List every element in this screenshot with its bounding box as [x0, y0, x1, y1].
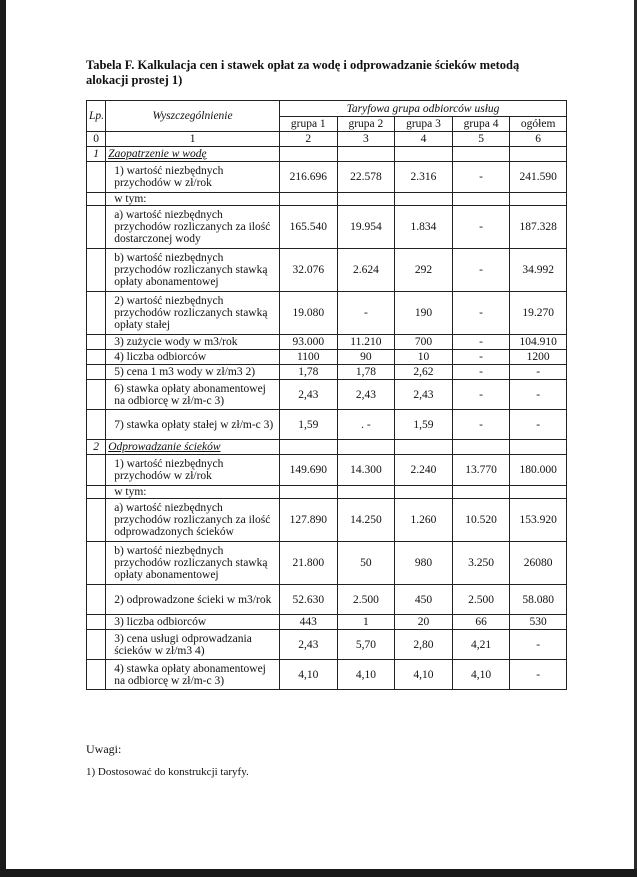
- value-cell: -: [452, 249, 510, 292]
- calculation-table: [86, 100, 567, 690]
- row-label: 4) liczba odbiorców: [106, 350, 280, 365]
- table-row: [87, 630, 567, 660]
- column-number: 6: [510, 132, 567, 147]
- value-cell: -: [510, 660, 567, 690]
- value-cell: 2.500: [337, 585, 395, 615]
- scan-edge-bottom: [0, 869, 637, 877]
- row-label: b) wartość niezbędnych przychodów rozliczanych stawką opłaty abonamentowej: [106, 542, 280, 585]
- row-label: 3) liczba odbiorców: [106, 615, 280, 630]
- value-cell: 13.770: [452, 455, 510, 486]
- value-cell: -: [510, 410, 567, 440]
- value-cell: 10.520: [452, 499, 510, 542]
- empty-cell: [337, 147, 395, 162]
- value-cell: 22.578: [337, 162, 395, 193]
- lp-cell: [87, 542, 106, 585]
- value-cell: 1,78: [337, 365, 395, 380]
- value-cell: 1200: [510, 350, 567, 365]
- value-cell: [395, 486, 453, 499]
- value-cell: 19.270: [510, 292, 567, 335]
- value-cell: -: [452, 380, 510, 410]
- value-cell: 19.954: [337, 206, 395, 249]
- value-cell: 165.540: [279, 206, 337, 249]
- row-label: a) wartość niezbędnych przychodów rozliczanych za ilość odprowadzonych ścieków: [106, 499, 280, 542]
- lp-cell: [87, 380, 106, 410]
- value-cell: 34.992: [510, 249, 567, 292]
- row-label: 1) wartość niezbędnych przychodów w zł/rok: [106, 162, 280, 193]
- header-col: grupa 4: [452, 117, 510, 132]
- value-cell: 19.080: [279, 292, 337, 335]
- value-cell: 216.696: [279, 162, 337, 193]
- value-cell: 1: [337, 615, 395, 630]
- value-cell: -: [452, 206, 510, 249]
- lp-cell: [87, 365, 106, 380]
- table-row: [87, 410, 567, 440]
- value-cell: 292: [395, 249, 453, 292]
- value-cell: 241.590: [510, 162, 567, 193]
- value-cell: 50: [337, 542, 395, 585]
- value-cell: 93.000: [279, 335, 337, 350]
- value-cell: 187.328: [510, 206, 567, 249]
- lp-cell: [87, 410, 106, 440]
- table-row: [87, 542, 567, 585]
- header-lp: Lp.: [87, 101, 106, 132]
- value-cell: 2,43: [337, 380, 395, 410]
- value-cell: 153.920: [510, 499, 567, 542]
- table-row: [87, 249, 567, 292]
- value-cell: 4,10: [279, 660, 337, 690]
- value-cell: 4,10: [337, 660, 395, 690]
- value-cell: -: [452, 350, 510, 365]
- row-label: 2) odprowadzone ścieki w m3/rok: [106, 585, 280, 615]
- empty-cell: [452, 147, 510, 162]
- empty-cell: [337, 440, 395, 455]
- value-cell: [279, 486, 337, 499]
- value-cell: 1.834: [395, 206, 453, 249]
- row-label: 7) stawka opłaty stałej w zł/m-c 3): [106, 410, 280, 440]
- value-cell: -: [452, 162, 510, 193]
- column-number: 3: [337, 132, 395, 147]
- value-cell: -: [452, 365, 510, 380]
- value-cell: 104.910: [510, 335, 567, 350]
- value-cell: 66: [452, 615, 510, 630]
- value-cell: -: [510, 380, 567, 410]
- table-row: [87, 615, 567, 630]
- value-cell: -: [452, 335, 510, 350]
- value-cell: 4,10: [452, 660, 510, 690]
- row-label: w tym:: [106, 193, 280, 206]
- value-cell: 980: [395, 542, 453, 585]
- column-number: 0: [87, 132, 106, 147]
- lp-cell: [87, 350, 106, 365]
- value-cell: 1100: [279, 350, 337, 365]
- row-label: 5) cena 1 m3 wody w zł/m3 2): [106, 365, 280, 380]
- value-cell: 26080: [510, 542, 567, 585]
- value-cell: 10: [395, 350, 453, 365]
- lp-cell: [87, 249, 106, 292]
- value-cell: 2,43: [395, 380, 453, 410]
- table-title: Tabela F. Kalkulacja cen i stawek opłat za wodę i odprowadzanie ścieków metodą alokacji prostej 1): [86, 58, 520, 87]
- value-cell: 2,80: [395, 630, 453, 660]
- column-number: 4: [395, 132, 453, 147]
- lp-cell: [87, 630, 106, 660]
- row-label: 3) cena usługi odprowadzania ścieków w zł/m3 4): [106, 630, 280, 660]
- empty-cell: [279, 147, 337, 162]
- section-header-row: [87, 147, 567, 162]
- table-row: [87, 162, 567, 193]
- table-row: [87, 206, 567, 249]
- value-cell: 149.690: [279, 455, 337, 486]
- value-cell: 14.300: [337, 455, 395, 486]
- lp-cell: [87, 335, 106, 350]
- value-cell: 127.890: [279, 499, 337, 542]
- empty-cell: [395, 440, 453, 455]
- empty-cell: [279, 440, 337, 455]
- value-cell: 5,70: [337, 630, 395, 660]
- value-cell: [279, 193, 337, 206]
- header-col: grupa 2: [337, 117, 395, 132]
- value-cell: 3.250: [452, 542, 510, 585]
- value-cell: 1,59: [395, 410, 453, 440]
- value-cell: -: [337, 292, 395, 335]
- value-cell: 58.080: [510, 585, 567, 615]
- value-cell: 2,62: [395, 365, 453, 380]
- column-number: 2: [279, 132, 337, 147]
- table-row: [87, 486, 567, 499]
- scan-edge-left: [0, 0, 6, 877]
- header-col: grupa 3: [395, 117, 453, 132]
- value-cell: 1.260: [395, 499, 453, 542]
- lp-cell: [87, 455, 106, 486]
- value-cell: 2.316: [395, 162, 453, 193]
- value-cell: -: [510, 365, 567, 380]
- value-cell: 14.250: [337, 499, 395, 542]
- value-cell: 700: [395, 335, 453, 350]
- section-number: 1: [87, 147, 106, 162]
- lp-cell: [87, 193, 106, 206]
- table-row: [87, 292, 567, 335]
- note-item: 1) Dostosować do konstrukcji taryfy.: [86, 766, 249, 778]
- column-number: 5: [452, 132, 510, 147]
- row-label: w tym:: [106, 486, 280, 499]
- header-description: Wyszczególnienie: [106, 101, 280, 132]
- value-cell: 4,10: [395, 660, 453, 690]
- value-cell: -: [452, 292, 510, 335]
- table-row: [87, 193, 567, 206]
- value-cell: 32.076: [279, 249, 337, 292]
- table-row: [87, 585, 567, 615]
- header-group: Taryfowa grupa odbiorców usług: [279, 101, 566, 117]
- table-row: [87, 380, 567, 410]
- value-cell: 180.000: [510, 455, 567, 486]
- lp-cell: [87, 615, 106, 630]
- row-label: 4) stawka opłaty abonamentowej na odbiorcę w zł/m-c 3): [106, 660, 280, 690]
- header-col: grupa 1: [279, 117, 337, 132]
- value-cell: 4,21: [452, 630, 510, 660]
- row-label: 3) zużycie wody w m3/rok: [106, 335, 280, 350]
- value-cell: 90: [337, 350, 395, 365]
- value-cell: [510, 193, 567, 206]
- lp-cell: [87, 486, 106, 499]
- notes-heading: Uwagi:: [86, 742, 122, 756]
- value-cell: [452, 193, 510, 206]
- row-label: 1) wartość niezbędnych przychodów w zł/rok: [106, 455, 280, 486]
- section-title: Odprowadzanie ścieków: [108, 441, 221, 453]
- row-label: a) wartość niezbędnych przychodów rozliczanych za ilość dostarczonej wody: [106, 206, 280, 249]
- value-cell: [337, 193, 395, 206]
- value-cell: -: [452, 410, 510, 440]
- empty-cell: [395, 147, 453, 162]
- row-label: 2) wartość niezbędnych przychodów rozliczanych stawką opłaty stałej: [106, 292, 280, 335]
- lp-cell: [87, 162, 106, 193]
- value-cell: [337, 486, 395, 499]
- table-row: [87, 660, 567, 690]
- value-cell: 52.630: [279, 585, 337, 615]
- table-row: [87, 455, 567, 486]
- table-row: [87, 499, 567, 542]
- table-row: [87, 365, 567, 380]
- lp-cell: [87, 499, 106, 542]
- value-cell: [395, 193, 453, 206]
- value-cell: 2,43: [279, 380, 337, 410]
- section-title: Zaopatrzenie w wodę: [108, 148, 207, 160]
- lp-cell: [87, 292, 106, 335]
- lp-cell: [87, 660, 106, 690]
- value-cell: 2.240: [395, 455, 453, 486]
- value-cell: 21.800: [279, 542, 337, 585]
- value-cell: 2,43: [279, 630, 337, 660]
- value-cell: 530: [510, 615, 567, 630]
- header-col: ogółem: [510, 117, 567, 132]
- value-cell: 11.210: [337, 335, 395, 350]
- value-cell: . -: [337, 410, 395, 440]
- value-cell: 1,78: [279, 365, 337, 380]
- value-cell: 1,59: [279, 410, 337, 440]
- value-cell: 450: [395, 585, 453, 615]
- column-number: 1: [106, 132, 280, 147]
- value-cell: 443: [279, 615, 337, 630]
- value-cell: 190: [395, 292, 453, 335]
- table-row: [87, 335, 567, 350]
- empty-cell: [452, 440, 510, 455]
- value-cell: 2.500: [452, 585, 510, 615]
- value-cell: -: [510, 630, 567, 660]
- value-cell: [510, 486, 567, 499]
- row-label: 6) stawka opłaty abonamentowej na odbiorcę w zł/m-c 3): [106, 380, 280, 410]
- section-header-row: [87, 440, 567, 455]
- row-label: b) wartość niezbędnych przychodów rozliczanych stawką opłaty abonamentowej: [106, 249, 280, 292]
- value-cell: 2.624: [337, 249, 395, 292]
- table-row: [87, 350, 567, 365]
- empty-cell: [510, 147, 567, 162]
- lp-cell: [87, 206, 106, 249]
- empty-cell: [510, 440, 567, 455]
- value-cell: 20: [395, 615, 453, 630]
- value-cell: [452, 486, 510, 499]
- lp-cell: [87, 585, 106, 615]
- section-number: 2: [87, 440, 106, 455]
